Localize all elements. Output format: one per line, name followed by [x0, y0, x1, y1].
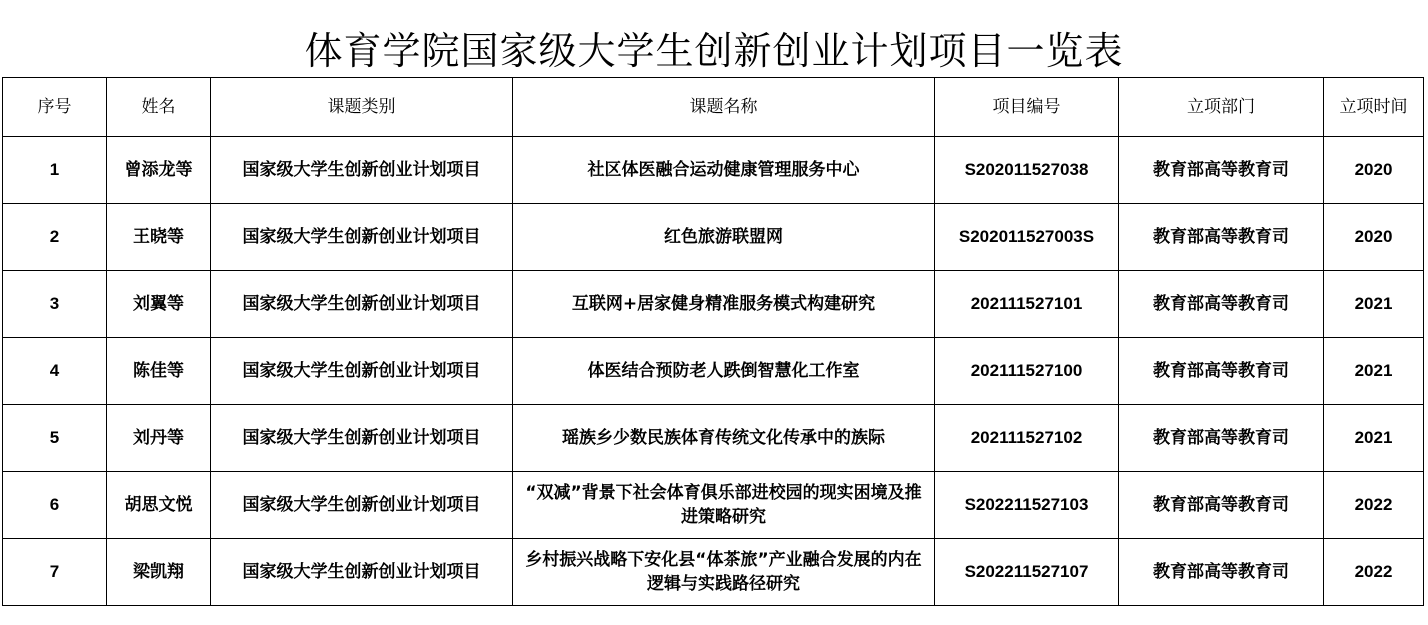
cell-project-number: S202211527103: [935, 472, 1119, 539]
cell-project-number: S202011527038: [935, 137, 1119, 204]
cell-index: 3: [3, 271, 107, 338]
table-row: [3, 338, 1424, 405]
header-index: 序号: [3, 78, 107, 137]
cell-department: 教育部高等教育司: [1119, 137, 1324, 204]
cell-year: 2022: [1324, 539, 1424, 606]
cell-project-number: 202111527100: [935, 338, 1119, 405]
cell-index: 7: [3, 539, 107, 606]
header-project-number: 项目编号: [935, 78, 1119, 137]
cell-year: 2022: [1324, 472, 1424, 539]
cell-year: 2020: [1324, 204, 1424, 271]
cell-department: 教育部高等教育司: [1119, 405, 1324, 472]
cell-name: 梁凯翔: [107, 539, 211, 606]
table-row: [3, 405, 1424, 472]
header-category: 课题类别: [211, 78, 513, 137]
cell-department: 教育部高等教育司: [1119, 271, 1324, 338]
cell-name: 刘翼等: [107, 271, 211, 338]
cell-index: 2: [3, 204, 107, 271]
cell-category: 国家级大学生创新创业计划项目: [211, 405, 513, 472]
cell-year: 2021: [1324, 271, 1424, 338]
cell-name: 陈佳等: [107, 338, 211, 405]
cell-project-number: 202111527102: [935, 405, 1119, 472]
cell-category: 国家级大学生创新创业计划项目: [211, 204, 513, 271]
cell-year: 2021: [1324, 338, 1424, 405]
project-table: [2, 77, 1424, 606]
cell-category: 国家级大学生创新创业计划项目: [211, 338, 513, 405]
table-row: [3, 204, 1424, 271]
cell-department: 教育部高等教育司: [1119, 472, 1324, 539]
cell-project-title: 红色旅游联盟网: [513, 204, 935, 271]
cell-project-number: S202211527107: [935, 539, 1119, 606]
cell-department: 教育部高等教育司: [1119, 338, 1324, 405]
cell-name: 胡思文悦: [107, 472, 211, 539]
header-name: 姓名: [107, 78, 211, 137]
cell-year: 2020: [1324, 137, 1424, 204]
header-year: 立项时间: [1324, 78, 1424, 137]
cell-category: 国家级大学生创新创业计划项目: [211, 472, 513, 539]
cell-project-title: 互联网+居家健身精准服务模式构建研究: [513, 271, 935, 338]
cell-project-number: S202011527003S: [935, 204, 1119, 271]
table-row: [3, 271, 1424, 338]
cell-category: 国家级大学生创新创业计划项目: [211, 271, 513, 338]
cell-index: 1: [3, 137, 107, 204]
cell-department: 教育部高等教育司: [1119, 204, 1324, 271]
cell-project-number: 202111527101: [935, 271, 1119, 338]
cell-name: 曾添龙等: [107, 137, 211, 204]
cell-category: 国家级大学生创新创业计划项目: [211, 137, 513, 204]
table-header-row: [3, 78, 1424, 137]
cell-category: 国家级大学生创新创业计划项目: [211, 539, 513, 606]
cell-project-title: 乡村振兴战略下安化县“体茶旅”产业融合发展的内在逻辑与实践路径研究: [513, 539, 935, 606]
cell-department: 教育部高等教育司: [1119, 539, 1324, 606]
table-row: [3, 472, 1424, 539]
cell-index: 4: [3, 338, 107, 405]
header-department: 立项部门: [1119, 78, 1324, 137]
cell-name: 王晓等: [107, 204, 211, 271]
cell-project-title: “双减”背景下社会体育俱乐部进校园的现实困境及推进策略研究: [513, 472, 935, 539]
cell-project-title: 社区体医融合运动健康管理服务中心: [513, 137, 935, 204]
header-project-title: 课题名称: [513, 78, 935, 137]
table-row: [3, 137, 1424, 204]
cell-index: 5: [3, 405, 107, 472]
cell-year: 2021: [1324, 405, 1424, 472]
page-title: 体育学院国家级大学生创新创业计划项目一览表: [304, 29, 1124, 74]
cell-index: 6: [3, 472, 107, 539]
cell-project-title: 体医结合预防老人跌倒智慧化工作室: [513, 338, 935, 405]
cell-project-title: 瑶族乡少数民族体育传统文化传承中的族际: [513, 405, 935, 472]
table-row: [3, 539, 1424, 606]
cell-name: 刘丹等: [107, 405, 211, 472]
